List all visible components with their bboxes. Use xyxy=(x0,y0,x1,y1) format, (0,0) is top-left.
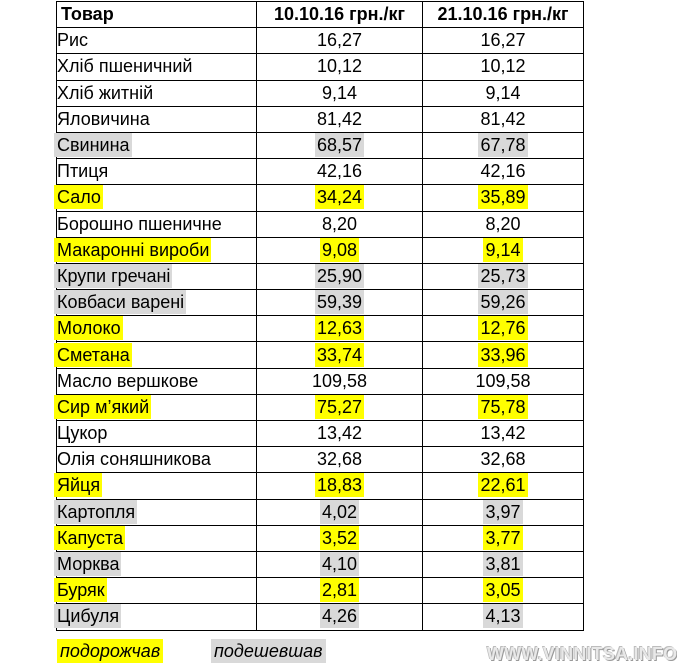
price-date-2: 35,89 xyxy=(480,187,526,208)
table-row xyxy=(57,447,584,473)
price-date-2: 13,42 xyxy=(480,423,526,444)
product-name-cell xyxy=(57,525,257,551)
product-name-cell xyxy=(57,499,257,525)
product-name-cell xyxy=(57,368,257,394)
price-date-2: 42,16 xyxy=(480,161,526,182)
site-watermark: WWW.VINNITSA.INFO xyxy=(487,644,677,664)
price-date-2: 22,61 xyxy=(480,475,526,496)
price-date-2-cell xyxy=(423,342,584,368)
price-date-1: 25,90 xyxy=(316,265,363,286)
price-date-1: 2,81 xyxy=(321,580,358,601)
product-name: Молоко xyxy=(54,316,123,340)
product-name: Морква xyxy=(54,552,121,576)
product-name: Олія соняшникова xyxy=(57,449,211,470)
price-date-1: 32,68 xyxy=(316,449,363,470)
product-name: Крупи гречані xyxy=(54,264,172,288)
product-name: Буряк xyxy=(54,578,107,602)
price-date-1: 9,08 xyxy=(321,239,358,260)
product-name-cell xyxy=(57,421,257,447)
price-date-2-cell xyxy=(423,551,584,577)
legend-price-up: подорожчав xyxy=(57,639,163,663)
price-date-1-cell xyxy=(257,237,423,263)
price-date-1: 34,24 xyxy=(316,187,363,208)
table-row xyxy=(57,185,584,211)
product-name: Яйця xyxy=(54,473,102,497)
product-name: Сир м’який xyxy=(54,395,151,419)
product-name: Макаронні вироби xyxy=(54,238,211,262)
product-name: Яловичина xyxy=(57,108,150,129)
price-date-1: 81,42 xyxy=(316,108,363,129)
price-date-1-cell xyxy=(257,368,423,394)
price-date-1: 4,10 xyxy=(321,554,358,575)
price-date-2-cell xyxy=(423,578,584,604)
product-name: Картопля xyxy=(54,500,137,524)
product-name-cell xyxy=(57,211,257,237)
price-date-1-cell xyxy=(257,394,423,420)
price-date-1-cell xyxy=(257,211,423,237)
table-row xyxy=(57,394,584,420)
price-date-1: 18,83 xyxy=(316,475,363,496)
price-date-2-cell xyxy=(423,80,584,106)
price-date-1-cell xyxy=(257,473,423,499)
price-date-2: 75,78 xyxy=(480,396,526,417)
table-row xyxy=(57,290,584,316)
product-name: Цукор xyxy=(57,423,108,444)
price-date-2-cell xyxy=(423,368,584,394)
price-date-2: 4,13 xyxy=(485,606,521,627)
price-date-2-cell xyxy=(423,394,584,420)
product-name: Птиця xyxy=(57,161,109,182)
price-date-1: 59,39 xyxy=(316,292,363,313)
price-date-2: 16,27 xyxy=(480,30,526,51)
price-date-1-cell xyxy=(257,421,423,447)
price-date-1-cell xyxy=(257,185,423,211)
table-row xyxy=(57,342,584,368)
price-date-2: 81,42 xyxy=(480,108,526,129)
table-row xyxy=(57,132,584,158)
table-row xyxy=(57,316,584,342)
price-date-2-cell xyxy=(423,28,584,54)
price-date-2-cell xyxy=(423,499,584,525)
price-date-1-cell xyxy=(257,54,423,80)
product-name-cell xyxy=(57,80,257,106)
price-date-1: 109,58 xyxy=(311,370,368,391)
price-date-2-cell xyxy=(423,447,584,473)
price-date-1: 16,27 xyxy=(316,30,363,51)
price-date-2-cell xyxy=(423,525,584,551)
price-date-1-cell xyxy=(257,28,423,54)
price-date-1: 42,16 xyxy=(316,161,363,182)
table-row xyxy=(57,551,584,577)
table-row xyxy=(57,237,584,263)
price-date-1: 75,27 xyxy=(316,396,363,417)
legend-price-down: подешевшав xyxy=(211,639,326,663)
price-date-1-cell xyxy=(257,290,423,316)
product-name: Свинина xyxy=(54,133,132,157)
header-product: Товар xyxy=(57,2,257,28)
price-date-1-cell xyxy=(257,551,423,577)
product-name-cell xyxy=(57,473,257,499)
table-row xyxy=(57,499,584,525)
product-name-cell xyxy=(57,394,257,420)
price-date-2-cell xyxy=(423,106,584,132)
price-date-2: 12,76 xyxy=(480,318,526,339)
product-name-cell xyxy=(57,185,257,211)
product-name-cell xyxy=(57,132,257,158)
price-date-2: 3,97 xyxy=(485,501,521,522)
table-row xyxy=(57,54,584,80)
price-date-2: 32,68 xyxy=(480,449,526,470)
table-row xyxy=(57,473,584,499)
product-name-cell xyxy=(57,290,257,316)
product-name-cell xyxy=(57,159,257,185)
table-row xyxy=(57,368,584,394)
price-date-2-cell xyxy=(423,185,584,211)
price-date-1: 68,57 xyxy=(316,135,363,156)
price-date-2-cell xyxy=(423,54,584,80)
price-date-2: 33,96 xyxy=(480,344,526,365)
price-date-2-cell xyxy=(423,473,584,499)
price-date-1: 33,74 xyxy=(316,344,363,365)
price-date-2: 10,12 xyxy=(480,56,526,77)
product-name: Масло вершкове xyxy=(57,370,199,391)
price-date-2: 3,77 xyxy=(485,527,521,548)
price-date-2-cell xyxy=(423,132,584,158)
price-date-1: 13,42 xyxy=(316,423,363,444)
price-date-2-cell xyxy=(423,211,584,237)
product-name: Хліб пшеничний xyxy=(57,56,193,77)
product-name-cell xyxy=(57,263,257,289)
price-date-1-cell xyxy=(257,159,423,185)
product-name-cell xyxy=(57,342,257,368)
price-date-1-cell xyxy=(257,525,423,551)
price-date-1-cell xyxy=(257,316,423,342)
table-row xyxy=(57,211,584,237)
product-name-cell xyxy=(57,54,257,80)
table-row xyxy=(57,263,584,289)
price-date-2: 67,78 xyxy=(480,135,526,156)
price-date-1-cell xyxy=(257,499,423,525)
price-date-2: 3,81 xyxy=(485,554,521,575)
table-row xyxy=(57,28,584,54)
product-name: Хліб житній xyxy=(57,82,154,103)
price-date-2: 3,05 xyxy=(485,580,521,601)
price-date-2-cell xyxy=(423,421,584,447)
product-name-cell xyxy=(57,604,257,630)
product-name: Сметана xyxy=(54,343,132,367)
price-date-2-cell xyxy=(423,290,584,316)
price-date-1: 8,20 xyxy=(321,213,358,234)
product-name: Цибуля xyxy=(54,604,121,628)
price-date-1: 4,02 xyxy=(321,501,358,522)
table-body xyxy=(57,28,584,630)
table-row xyxy=(57,159,584,185)
price-date-2-cell xyxy=(423,316,584,342)
price-date-2: 109,58 xyxy=(475,370,531,391)
price-date-2-cell xyxy=(423,604,584,630)
price-date-1: 4,26 xyxy=(321,606,358,627)
product-name-cell xyxy=(57,316,257,342)
product-name: Сало xyxy=(54,185,103,209)
table-row xyxy=(57,421,584,447)
product-name: Ковбаси варені xyxy=(54,290,186,314)
price-date-1: 10,12 xyxy=(316,56,363,77)
price-date-1-cell xyxy=(257,578,423,604)
product-name: Капуста xyxy=(54,526,125,550)
product-name-cell xyxy=(57,447,257,473)
product-name-cell xyxy=(57,237,257,263)
price-date-1-cell xyxy=(257,604,423,630)
price-date-2-cell xyxy=(423,159,584,185)
price-date-1-cell xyxy=(257,106,423,132)
product-name-cell xyxy=(57,551,257,577)
price-table xyxy=(56,1,584,631)
price-date-1-cell xyxy=(257,342,423,368)
table-row xyxy=(57,604,584,630)
price-date-1: 3,52 xyxy=(321,527,358,548)
table-header-row xyxy=(57,2,584,28)
price-date-1: 9,14 xyxy=(321,82,358,103)
product-name-cell xyxy=(57,578,257,604)
price-date-1-cell xyxy=(257,132,423,158)
price-date-2-cell xyxy=(423,237,584,263)
price-date-1: 12,63 xyxy=(316,318,363,339)
product-name: Рис xyxy=(57,30,89,51)
price-date-1-cell xyxy=(257,80,423,106)
header-date-2: 21.10.16 грн./кг xyxy=(423,2,584,28)
table-row xyxy=(57,106,584,132)
price-date-1-cell xyxy=(257,447,423,473)
header-date-1: 10.10.16 грн./кг xyxy=(257,2,423,28)
price-date-2-cell xyxy=(423,263,584,289)
product-name-cell xyxy=(57,28,257,54)
table-row xyxy=(57,578,584,604)
product-name: Борошно пшеничне xyxy=(57,213,222,234)
price-date-2: 9,14 xyxy=(485,239,521,260)
price-date-2: 8,20 xyxy=(485,213,521,234)
price-date-2: 59,26 xyxy=(480,292,526,313)
product-name-cell xyxy=(57,106,257,132)
price-date-1-cell xyxy=(257,263,423,289)
price-date-2: 9,14 xyxy=(485,82,521,103)
table-row xyxy=(57,80,584,106)
price-date-2: 25,73 xyxy=(480,265,526,286)
table-row xyxy=(57,525,584,551)
